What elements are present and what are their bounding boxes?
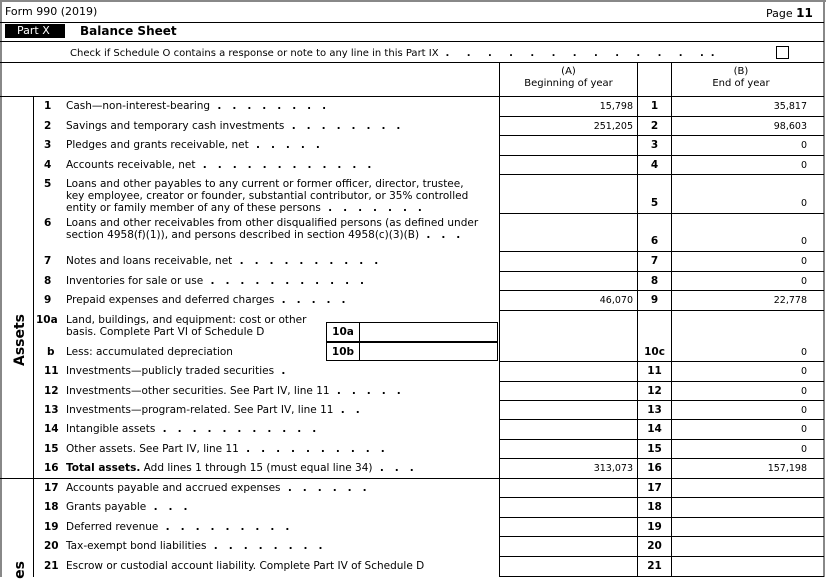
- line-box-number: 2: [650, 120, 659, 132]
- part-rule: [0, 41, 824, 42]
- left-edge: [0, 0, 2, 577]
- line-desc: Cash—non-interest-bearing . . . . . . . .: [66, 100, 330, 112]
- liab-side-rule: [33, 478, 34, 577]
- line-desc: Savings and temporary cash investments . . . . . . . .: [66, 120, 405, 132]
- liabilities-side-label: es: [12, 561, 28, 579]
- line-number: 13: [44, 404, 59, 416]
- line-desc: section 4958(f)(1)), and persons described in section 4958(c)(3)(B) . . .: [66, 229, 464, 241]
- line-box-number: 1: [650, 100, 659, 112]
- form-title: Form 990 (2019): [5, 5, 98, 18]
- line-number: 1: [44, 100, 52, 112]
- line-box-number: 3: [650, 139, 659, 151]
- line-desc: Intangible assets . . . . . . . . . . .: [66, 423, 320, 435]
- check-rule: [0, 62, 824, 63]
- line-desc: Tax-exempt bond liabilities . . . . . . . .: [66, 540, 327, 552]
- line-box-number: 10c: [644, 346, 665, 358]
- col-header-rule: [499, 96, 824, 97]
- line-box-number: 7: [650, 255, 659, 267]
- page-label: Page 11: [766, 6, 813, 20]
- line-box-number: 4: [650, 159, 659, 171]
- row-rule: [499, 400, 824, 401]
- line-number: 8: [44, 275, 52, 287]
- part-label: Part X: [17, 24, 50, 37]
- line-desc: Deferred revenue . . . . . . . . .: [66, 521, 293, 533]
- right-edge: [823, 0, 825, 577]
- line-desc: Notes and loans receivable, net . . . . . . . . . .: [66, 255, 382, 267]
- end-of-year-value[interactable]: 0: [800, 276, 807, 287]
- line-number: 10a: [36, 314, 58, 326]
- line-desc: Accounts payable and accrued expenses . . . . . .: [66, 482, 371, 494]
- assets-bottom-rule: [0, 478, 824, 479]
- beginning-of-year-value[interactable]: 15,798: [599, 101, 633, 112]
- line-number: 21: [44, 560, 59, 572]
- line-desc: Investments—program-related. See Part IV, line 11 . .: [66, 404, 364, 416]
- row-rule: [499, 271, 824, 272]
- end-of-year-value[interactable]: 0: [800, 405, 807, 416]
- line-number: 17: [44, 482, 59, 494]
- end-of-year-value[interactable]: 0: [800, 160, 807, 171]
- line-desc: Grants payable . . .: [66, 501, 192, 513]
- schedule-o-checkbox[interactable]: [776, 46, 789, 59]
- line-desc: Loans and other receivables from other disqualified persons (as defined under: [66, 217, 479, 229]
- end-of-year-value[interactable]: 0: [800, 444, 807, 455]
- assets-side-rule: [33, 96, 34, 478]
- line-box-number: 6: [650, 235, 659, 247]
- line-number: 12: [44, 385, 59, 397]
- line-box-number: 19: [647, 521, 662, 533]
- row-rule: [499, 439, 824, 440]
- row-rule: [499, 381, 824, 382]
- col-a-letter: (A): [561, 66, 576, 77]
- row-rule: [499, 213, 824, 214]
- line-box-number: 16: [647, 462, 662, 474]
- end-of-year-value[interactable]: 22,778: [773, 295, 807, 306]
- line-desc: Other assets. See Part IV, line 11 . . . . . . . . . .: [66, 443, 389, 455]
- line-number: 14: [44, 423, 59, 435]
- line-desc: entity or family member of any of these persons . . . . . . .: [66, 202, 426, 214]
- subline-box-label: 10b: [331, 346, 355, 358]
- line-desc: Prepaid expenses and deferred charges . . . . .: [66, 294, 350, 306]
- line-box-number: 8: [650, 275, 659, 287]
- line-desc: Inventories for sale or use . . . . . . . . . . .: [66, 275, 368, 287]
- line-box-number: 17: [647, 482, 662, 494]
- line-desc: key employee, creator or founder, substantial contributor, or 35% controlled: [66, 190, 469, 202]
- line-desc: Escrow or custodial account liability. Complete Part IV of Schedule D: [66, 560, 425, 572]
- line-number: 16: [44, 462, 59, 474]
- row-rule: [499, 419, 824, 420]
- end-of-year-value[interactable]: 0: [800, 236, 807, 247]
- line-number: 6: [44, 217, 52, 229]
- row-rule: [499, 361, 824, 362]
- end-of-year-value[interactable]: 0: [800, 140, 807, 151]
- header-rule: [0, 22, 824, 23]
- subline-box-label: 10a: [332, 326, 354, 338]
- line-desc: Loans and other payables to any current or former officer, director, trustee,: [66, 178, 464, 190]
- schedule-o-text: Check if Schedule O contains a response or note to any line in this Part IX . . . . . . . . . . . . . .: [70, 48, 715, 59]
- line-number: 5: [44, 178, 52, 190]
- line-box-number: 12: [647, 385, 662, 397]
- line-box-number: 15: [647, 443, 662, 455]
- line-box-number: 14: [647, 423, 662, 435]
- row-rule: [499, 290, 824, 291]
- line-desc: Total assets. Add lines 1 through 15 (must equal line 34) . . .: [66, 462, 418, 474]
- line-desc: Land, buildings, and equipment: cost or other: [66, 314, 307, 326]
- row-rule: [499, 116, 824, 117]
- row-rule: [499, 556, 824, 557]
- beginning-of-year-value[interactable]: 46,070: [599, 295, 633, 306]
- row-rule: [499, 497, 824, 498]
- row-rule: [499, 310, 824, 311]
- line-number: 9: [44, 294, 52, 306]
- row-rule: [499, 251, 824, 252]
- line-number: 2: [44, 120, 52, 132]
- beginning-of-year-value[interactable]: 313,073: [593, 463, 633, 474]
- line-desc: Accounts receivable, net . . . . . . . . . . . .: [66, 159, 375, 171]
- col-a-label: Beginning of year: [524, 78, 613, 89]
- row-rule: [499, 536, 824, 537]
- end-of-year-value[interactable]: 0: [800, 424, 807, 435]
- line-number: 7: [44, 255, 52, 267]
- line-number: 19: [44, 521, 59, 533]
- line-desc: Investments—other securities. See Part IV, line 11 . . . . .: [66, 385, 405, 397]
- line-box-number: 11: [647, 365, 662, 377]
- line-box-number: 21: [647, 560, 662, 572]
- line-number: b: [47, 346, 55, 358]
- line-box-number: 20: [647, 540, 662, 552]
- top-edge: [0, 0, 826, 2]
- col-b-letter: (B): [733, 66, 749, 77]
- end-of-year-value[interactable]: 35,817: [773, 101, 807, 112]
- col-b-label: End of year: [712, 78, 770, 89]
- line-box-number: 13: [647, 404, 662, 416]
- line-box-number: 5: [650, 197, 659, 209]
- line-desc: Investments—publicly traded securities .: [66, 365, 290, 377]
- row-rule: [499, 517, 824, 518]
- beginning-of-year-value[interactable]: 251,205: [593, 121, 633, 132]
- line-number: 4: [44, 159, 52, 171]
- end-of-year-value[interactable]: 0: [800, 198, 807, 209]
- line-number: 15: [44, 443, 59, 455]
- row-rule: [499, 174, 824, 175]
- line-desc: Pledges and grants receivable, net . . . . .: [66, 139, 324, 151]
- line-desc: Less: accumulated depreciation: [66, 346, 233, 358]
- line-box-number: 18: [647, 501, 662, 513]
- line-number: 11: [44, 365, 59, 377]
- line-desc: basis. Complete Part VI of Schedule D: [66, 326, 265, 338]
- line-number: 20: [44, 540, 59, 552]
- row-rule: [499, 458, 824, 459]
- line-number: 3: [44, 139, 52, 151]
- assets-side-label: Assets: [12, 313, 28, 367]
- end-of-year-value[interactable]: 0: [800, 256, 807, 267]
- end-of-year-value[interactable]: 0: [800, 386, 807, 397]
- part-title: Balance Sheet: [80, 24, 177, 38]
- line-box-number: 9: [650, 294, 659, 306]
- end-of-year-value[interactable]: 157,198: [767, 463, 807, 474]
- end-of-year-value[interactable]: 98,603: [773, 121, 807, 132]
- row-rule: [499, 155, 824, 156]
- end-of-year-value[interactable]: 0: [800, 347, 807, 358]
- end-of-year-value[interactable]: 0: [800, 366, 807, 377]
- col-a-left: [499, 62, 500, 577]
- row-rule: [499, 135, 824, 136]
- line-number: 18: [44, 501, 59, 513]
